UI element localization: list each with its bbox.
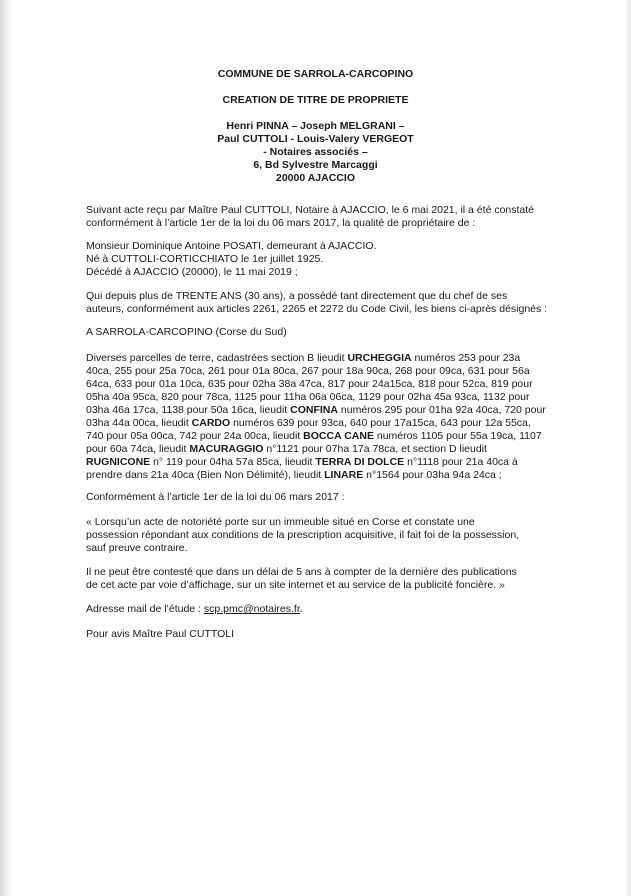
lieudit-name: BOCCA CANE	[303, 430, 374, 442]
signature-line	[86, 628, 566, 641]
text-line: conformément à l’article 1er de la loi du 06 mars 2017, la qualité de propriétaire de :	[86, 217, 476, 229]
text-line: Diverses parcelles de terre, cadastrées section B lieudit URCHEGGIA numéros 253 pour 23a	[86, 352, 521, 364]
text-line: sauf preuve contraire.	[86, 542, 188, 554]
lieudit-name: CONFINA	[290, 404, 338, 416]
lieudit-name: TERRA DI DOLCE	[315, 456, 405, 468]
contest-paragraph	[86, 566, 566, 592]
text-line: prendre dans 21a 40ca (Bien Non Délimité), lieudit LINARE n°1564 pour 03ha 94a 24ca ;	[86, 469, 502, 481]
conformement-line	[86, 491, 566, 504]
notaries-line: - Notaires associés –	[263, 146, 368, 158]
text-line: 740 pour 05a 00ca, 742 pour 24a 00ca, lieudit BOCCA CANE numéros 1105 pour 55a 19ca, 1107	[86, 430, 542, 442]
address-line: 6, Bd Sylvestre Marcaggi	[253, 159, 378, 171]
text-line: 64ca, 633 pour 01a 10ca, 635 pour 02ha 38a 47ca, 817 pour 24a15ca, 818 pour 52ca, 819 pour	[86, 378, 533, 390]
location-line	[86, 326, 566, 339]
notaries-line: Paul CUTTOLI - Louis-Valery VERGEOT	[217, 133, 414, 145]
notaries-block	[0, 120, 631, 185]
text-line: Monsieur Dominique Antoine POSATI, demeurant à AJACCIO.	[86, 240, 377, 252]
document-title: CREATION DE TITRE DE PROPRIETE	[222, 94, 409, 106]
possession-paragraph	[86, 290, 566, 316]
lieudit-name: URCHEGGIA	[347, 352, 412, 364]
text-line: Pour avis Maître Paul CUTTOLI	[86, 628, 235, 640]
lieudit-name: RUGNICONE	[86, 456, 151, 468]
text-line: auteurs, conformément aux articles 2261, 2265 et 2272 du Code Civil, les biens ci-après désignés :	[86, 303, 548, 315]
lieudit-name: LINARE	[324, 469, 364, 481]
text-line: 05ha 40a 95ca, 820 pour 78ca, 1125 pour 11ha 06a 06ca, 1129 pour 02ha 45a 93ca, 1132 pour	[86, 391, 530, 403]
text-line: possession répondant aux conditions de la prescription acquisitive, il fait foi de la possession,	[86, 529, 520, 541]
text-line: de cet acte par voie d’affichage, sur un site internet et au service de la publicité foncière. »	[86, 579, 505, 591]
text-line: 03ha 46a 17ca, 1138 pour 50a 16ca, lieudit CONFINA numéros 295 pour 01ha 92a 40ca, 720 pour	[86, 404, 546, 416]
text-line: 03ha 44a 00ca, lieudit CARDO numéros 639 pour 93ca, 640 pour 17a15ca, 643 pour 12a 55ca,	[86, 417, 531, 429]
parcels-paragraph	[86, 352, 566, 482]
text-line: RUGNICONE n° 119 pour 04ha 57a 85ca, lieudit TERRA DI DOLCE n°1118 pour 21a 40ca à	[86, 456, 518, 468]
notaries-line: Henri PINNA – Joseph MELGRANI –	[226, 120, 405, 132]
text-line: Qui depuis plus de TRENTE ANS (30 ans), a possédé tant directement que du chef de ses	[86, 290, 508, 302]
email-label: Adresse mail de l’étude :	[86, 603, 204, 615]
text-line: Conformément à l’article 1er de la loi du 06 mars 2017 :	[86, 491, 345, 503]
commune-heading: COMMUNE DE SARROLA-CARCOPINO	[217, 68, 414, 80]
lieudit-name: MACURAGGIO	[189, 443, 264, 455]
text-line: Décédé à AJACCIO (20000), le 11 mai 2019 ;	[86, 266, 298, 278]
text-line: pour 60a 74ca, lieudit MACURAGGIO n°1121 pour 07ha 17a 78ca, et section D lieudit	[86, 443, 487, 455]
text-line: 40ca, 255 pour 25a 70ca, 261 pour 01a 80ca, 267 pour 18a 90ca, 268 pour 09ca, 631 pour 56a	[86, 365, 530, 377]
city-line: 20000 AJACCIO	[276, 172, 355, 184]
text-line: A SARROLA-CARCOPINO (Corse du Sud)	[86, 326, 287, 338]
quote-paragraph	[86, 516, 566, 555]
lieudit-name: CARDO	[191, 417, 231, 429]
email-line: Adresse mail de l’étude : scp.pmc@notaires.fr.	[86, 603, 303, 615]
text-line: « Lorsqu’un acte de notoriété porte sur un immeuble situé en Corse et constate une	[86, 516, 475, 528]
email-link[interactable]: scp.pmc@notaires.fr	[203, 603, 300, 615]
text-line: Il ne peut être contesté que dans un délai de 5 ans à compter de la dernière des publications	[86, 566, 517, 578]
intro-paragraph	[86, 204, 566, 230]
text-line: Né à CUTTOLI-CORTICCHIATO le 1er juillet 1925.	[86, 253, 324, 265]
owner-paragraph	[86, 240, 566, 279]
text-line: Suivant acte reçu par Maître Paul CUTTOLI, Notaire à AJACCIO, le 6 mai 2021, il a été constaté	[86, 204, 535, 216]
